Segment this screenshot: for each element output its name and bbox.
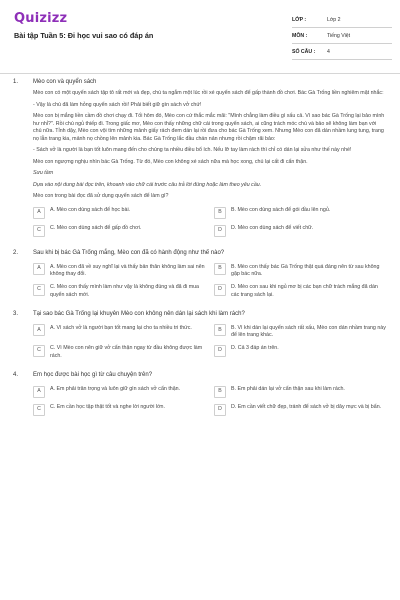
question-number: 1. xyxy=(13,79,19,85)
option-letter-box: C xyxy=(33,284,45,296)
answer-option-c[interactable] xyxy=(33,345,205,361)
meta-count-value: 4 xyxy=(327,48,330,55)
passage-paragraph: Mèo con có một quyển sách tập tô rất mới và đẹp, chú ta ngắm một lúc rồi xé quyển sách để gấp thành đồ chơi. Bác Gà Trống liền nghiêm mặt nhắc: xyxy=(33,90,384,97)
answer-option-d[interactable] xyxy=(214,225,386,238)
meta-count-row xyxy=(292,45,392,60)
answer-option-d[interactable] xyxy=(214,345,386,361)
quizizz-logo: Quizizz xyxy=(14,11,68,26)
option-letter-box: C xyxy=(33,225,45,237)
answer-option-c[interactable] xyxy=(33,225,205,238)
answer-option-b[interactable] xyxy=(214,207,386,220)
meta-class-value: Lớp 2 xyxy=(327,16,341,23)
question-2 xyxy=(0,250,400,299)
option-letter-box: A xyxy=(33,386,45,398)
option-letter-box: A xyxy=(33,263,45,275)
reading-passage xyxy=(33,90,386,201)
answer-option-c[interactable] xyxy=(33,284,205,300)
option-text: D. Cả 3 đáp án trên. xyxy=(231,345,279,352)
passage-prompt: Mèo con trong bài đọc đã sử dụng quyển sách để làm gì? xyxy=(33,193,169,200)
question-text: Em học được bài học gì từ câu chuyện trên? xyxy=(33,372,153,379)
meta-count-label: SỐ CÂU : xyxy=(292,48,316,55)
option-text: B. Mèo con dùng sách để gói đầu lên ngủ. xyxy=(231,207,331,214)
quiz-meta xyxy=(292,13,392,61)
meta-class-row xyxy=(292,13,392,28)
passage-paragraph: Mèo con ngượng nghịu nhìn bác Gà Trống. Từ đó, Mèo con không xé sách nữa mà học xong, chú lại cất đi cẩn thận. xyxy=(33,158,308,165)
question-4 xyxy=(0,372,400,416)
answer-option-a[interactable] xyxy=(33,386,205,399)
option-text: A. Mèo con đã về suy nghĩ lại và thấy bản thân không làm sai nên không thay đổi. xyxy=(50,263,205,278)
option-letter-box: C xyxy=(33,404,45,416)
option-text: A. Em phải trân trọng và luôn giữ gìn sách vở cẩn thận. xyxy=(50,386,181,393)
option-letter-box: D xyxy=(214,345,226,357)
option-text: B. Vì khi dán lại quyển sách rất xấu, Mèo con dán nhầm trang này để lên trang khác. xyxy=(231,324,386,339)
option-text: C. Mèo con thấy mình làm như vậy là không đúng và đã đi mua quyển sách mới. xyxy=(50,284,199,298)
option-letter-box: D xyxy=(214,284,226,296)
option-text: A. Vì sách vở là người bạn tốt mang lại cho ta nhiều tri thức. xyxy=(50,324,192,331)
question-text: Tại sao bác Gà Trống lại khuyên Mèo con không nên dán lại sách khi làm rách? xyxy=(33,311,245,318)
worksheet-header xyxy=(0,0,400,68)
option-letter-box: B xyxy=(214,386,226,398)
option-letter-box: D xyxy=(214,404,226,416)
answer-options xyxy=(33,324,386,360)
passage-paragraph: Mèo con bị mắng liền cầm đồ chơi chạy đi. Tối hôm đó, Mèo con cứ thắc mắc mãi: "Mình chẳng làm điều gì xấu cả. Vì sao bác Gà Trống lại bảo mình hư nhỉ?". Rồi chú ngủ thiếp đi. Trong giấc mơ, Mèo con thấy những chữ cái trong quyển sách, ai cũng trách móc chú và bảo sẽ không làm bạn với chú nữa. Tỉnh dậy, Mèo con vội tìm những mảnh giấy rách đem dán lại rồi đưa cho bác Gà Trống xem. Nhưng Mèo con đã dán nhầm lung tung, trang nọ lẫn trang kia, mảnh nọ chồng lên mảnh kia. Bác Gà Trống lắc đầu chán nản nhưng rồi chậm rãi bảo: xyxy=(33,113,385,142)
question-text: Sau khi bị bác Gà Trống mắng, Mèo con đã có hành động như thế nào? xyxy=(33,249,225,256)
option-letter-box: B xyxy=(214,324,226,336)
meta-subject-row xyxy=(292,29,392,44)
option-text: B. Mèo con thấy bác Gà Trống thật quá đáng nên từ sau không gặp bác nữa. xyxy=(231,263,380,278)
answer-option-a[interactable] xyxy=(33,263,205,279)
meta-subject-label: MÔN : xyxy=(292,32,308,39)
option-text: D. Mèo con sau khi ngủ mơ bị các bạn chữ trách mắng đã dán các trang sách lại. xyxy=(231,284,378,298)
answer-options xyxy=(33,386,386,417)
answer-option-b[interactable] xyxy=(214,324,386,340)
question-number: 2. xyxy=(13,249,19,256)
option-letter-box: A xyxy=(33,324,45,336)
header-divider xyxy=(0,73,400,74)
option-text: C. Em cần học tập thật tốt và nghe lời người lớn. xyxy=(50,404,165,411)
passage-paragraph: - Vậy là chú đã làm hỏng quyển sách rồi! Phải biết giữ gìn sách vở chứ! xyxy=(33,101,202,108)
question-text: Mèo con và quyển sách xyxy=(33,79,97,85)
option-letter-box: C xyxy=(33,345,45,357)
option-letter-box: B xyxy=(214,207,226,219)
answer-option-c[interactable] xyxy=(33,404,205,417)
answer-option-d[interactable] xyxy=(214,284,386,300)
passage-paragraph: - Sách vở là người là bạn tốt luôn mang đến cho chúng ta nhiều điều bổ ích. Nếu lỡ tay làm rách thì chỉ có dán lại sửa như thế này nhé! xyxy=(33,147,352,154)
answer-options xyxy=(33,207,386,238)
answer-option-b[interactable] xyxy=(214,386,386,399)
question-3 xyxy=(0,311,400,360)
answer-option-b[interactable] xyxy=(214,263,386,279)
answer-option-a[interactable] xyxy=(33,324,205,340)
meta-class-label: LỚP : xyxy=(292,16,307,23)
option-text: B. Em phải dán lại vở cẩn thận sau khi làm rách. xyxy=(231,386,345,393)
option-text: C. Vì Mèo con nên giữ vở cẩn thận ngay từ đầu không được làm rách. xyxy=(50,345,203,359)
option-letter-box: A xyxy=(33,207,45,219)
answer-options xyxy=(33,263,386,299)
meta-subject-value: Tiếng Việt xyxy=(327,32,351,39)
option-letter-box: B xyxy=(214,263,226,275)
option-text: C. Mèo con dùng sách để gấp đồ chơi. xyxy=(50,225,142,232)
option-text: D. Em cần viết chữ đẹp, tránh để sách vở bị dây mực và bị bẩn. xyxy=(231,404,382,411)
question-number: 3. xyxy=(13,311,19,318)
option-text: D. Mèo con dùng sách để viết chữ. xyxy=(231,225,314,232)
passage-instruction: Dựa vào nội dung bài đọc trên, khoanh vào chữ cái trước câu trả lời đúng hoặc làm theo yêu cầu. xyxy=(33,181,262,188)
question-number: 4. xyxy=(13,372,19,379)
option-text: A. Mèo con dùng sách để học bài. xyxy=(50,207,131,214)
question-1 xyxy=(0,79,400,238)
quiz-title: Bài tập Tuần 5: Đi học vui sao có đáp án xyxy=(14,31,154,40)
answer-option-a[interactable] xyxy=(33,207,205,220)
answer-option-d[interactable] xyxy=(214,404,386,417)
option-letter-box: D xyxy=(214,225,226,237)
questions-list xyxy=(0,79,400,417)
passage-source: Sưu tầm xyxy=(33,170,54,177)
